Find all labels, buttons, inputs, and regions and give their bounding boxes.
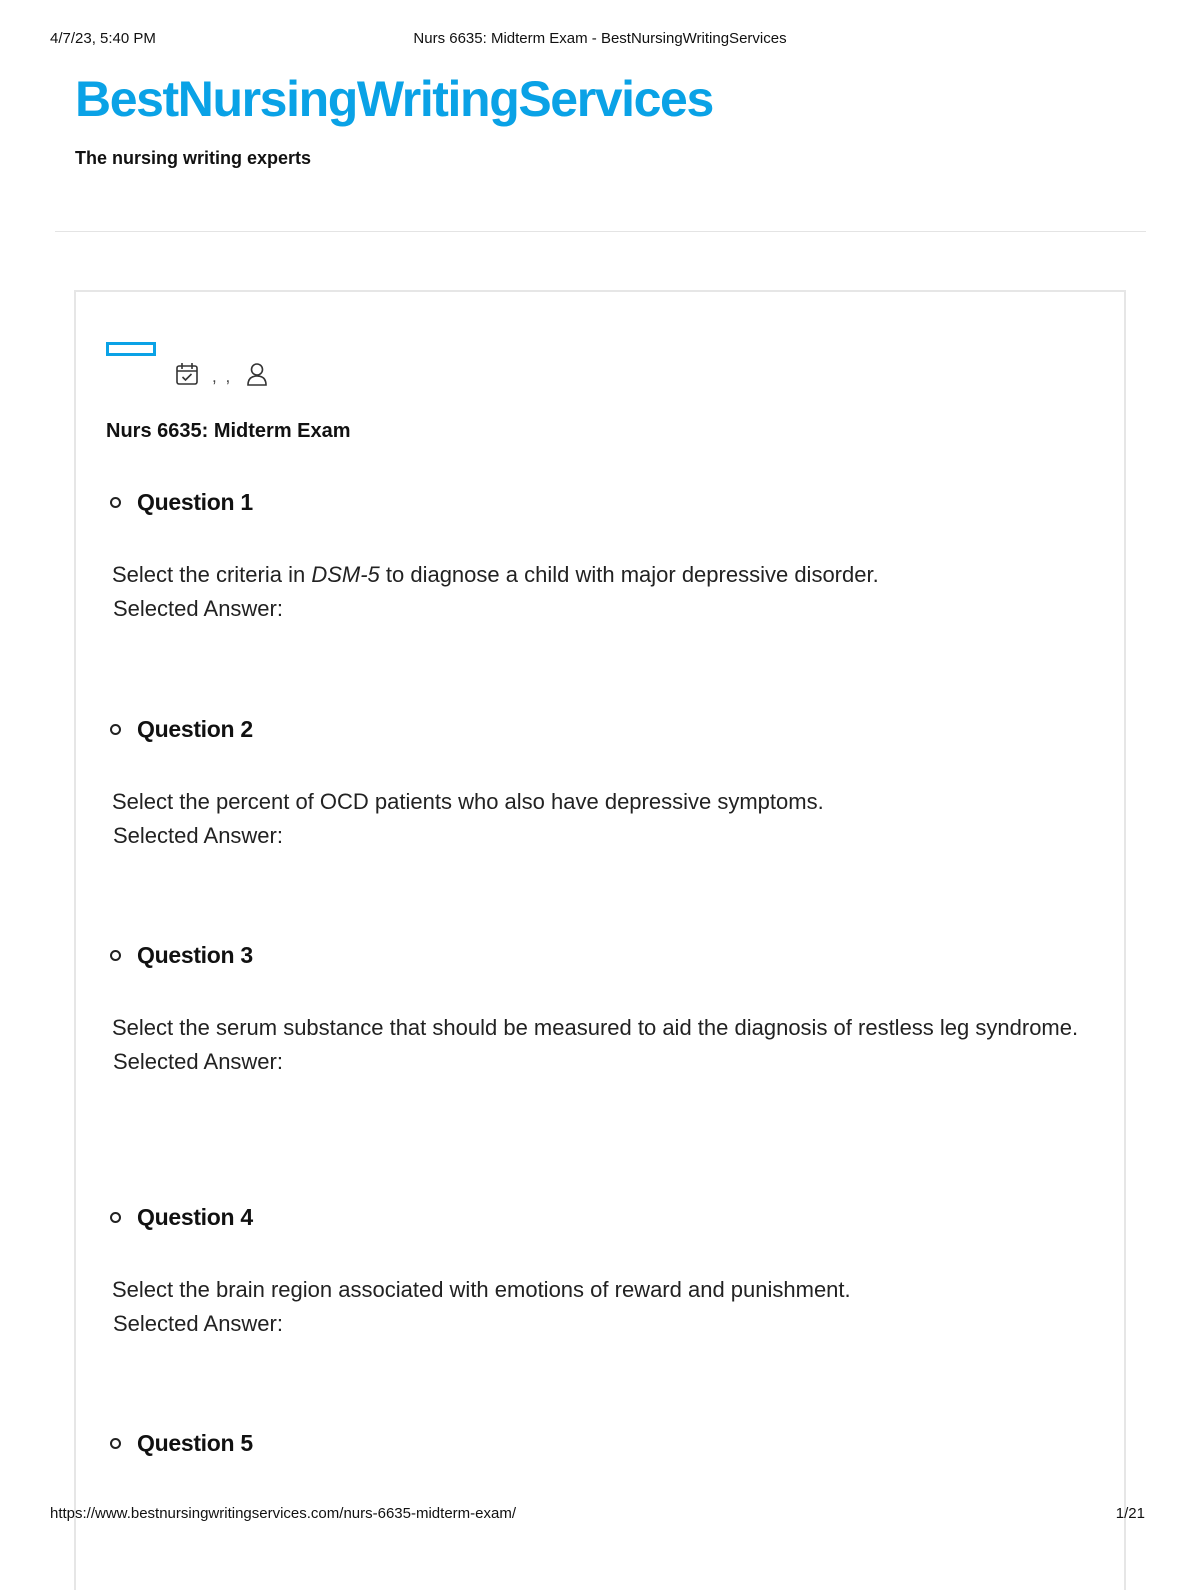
question-text: Select the serum substance that should be measured to aid the diagnosis of restless leg syndrome. (112, 1015, 1079, 1040)
question-heading (106, 1202, 1096, 1232)
question-1 (106, 487, 1096, 624)
question-heading (106, 714, 1096, 744)
question-label: Question 4 (137, 1203, 253, 1230)
question-text: Select the percent of OCD patients who also have depressive symptoms. (112, 789, 824, 814)
question-text-part: to diagnose a child with major depressive disorder. (379, 562, 879, 587)
question-text-italic: DSM-5 (311, 562, 380, 587)
question-text-part: Select the criteria in (112, 562, 312, 587)
question-2 (106, 714, 1096, 851)
header-divider (55, 231, 1146, 232)
print-datetime: 4/7/23, 5:40 PM (50, 30, 156, 47)
selected-answer-label: Selected Answer: (113, 596, 283, 621)
question-5 (106, 1428, 1096, 1458)
user-icon (244, 361, 270, 387)
question-heading (106, 487, 1096, 517)
question-label: Question 5 (137, 1429, 253, 1456)
question-label: Question 2 (137, 715, 253, 742)
site-tagline: The nursing writing experts (75, 148, 312, 168)
question-heading (106, 1428, 1096, 1458)
post-title: Nurs 6635: Midterm Exam (106, 420, 351, 442)
question-text (106, 557, 1096, 592)
circle-bullet-icon (110, 1438, 121, 1449)
print-page-title: Nurs 6635: Midterm Exam - BestNursingWritingServices (413, 30, 787, 47)
selected-answer-label: Selected Answer: (113, 823, 283, 848)
print-url: https://www.bestnursingwritingservices.com/nurs-6635-midterm-exam/ (50, 1505, 516, 1522)
selected-answer-label: Selected Answer: (113, 1049, 283, 1074)
print-header (0, 30, 1200, 50)
circle-bullet-icon (110, 497, 121, 508)
print-footer (0, 1505, 1200, 1525)
circle-bullet-icon (110, 1212, 121, 1223)
post-meta-separators: , , (212, 367, 233, 386)
site-title[interactable]: BestNursingWritingServices (75, 71, 713, 127)
print-page-number: 1/21 (1115, 1505, 1145, 1522)
question-text: Select the brain region associated with emotions of reward and punishment. (112, 1277, 851, 1302)
category-badge[interactable] (106, 342, 156, 356)
question-3 (106, 940, 1096, 1077)
circle-bullet-icon (110, 950, 121, 961)
selected-answer-label: Selected Answer: (113, 1311, 283, 1336)
calendar-check-icon (174, 361, 200, 387)
circle-bullet-icon (110, 724, 121, 735)
post-meta (174, 360, 270, 388)
question-4 (106, 1202, 1096, 1339)
question-label: Question 3 (137, 941, 253, 968)
post-card (74, 290, 1126, 1590)
question-label: Question 1 (137, 488, 253, 515)
question-heading (106, 940, 1096, 970)
